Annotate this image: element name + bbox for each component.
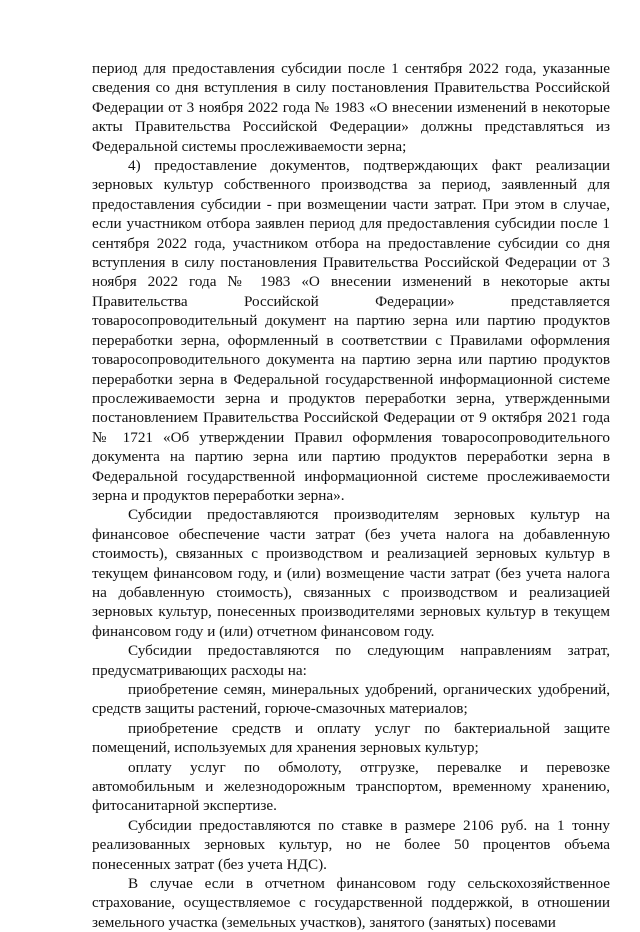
paragraph-cost-directions: Субсидии предоставляются по следующим направлениям затрат, предусматривающих расходы на: <box>92 642 610 679</box>
paragraph-subsidy-purpose: Субсидии предоставляются производителям зерновых культур на финансовое обеспечение части затрат (без учета налога на добавленную стоимость), связанных с производством и реализацией зерновых культур в текущем финансовом году, и (или) возмещение части затрат (без учета налога на добавленную стоимость), связанных с производством и реализацией зерновых культур, понесенных производителями зерновых культур в текущем финансовом году и (или) отчетном финансовом году. <box>92 506 610 640</box>
list-item-services: оплату услуг по обмолоту, отгрузке, перевалке и перевозке автомобильным и железнодорожным транспортом, временному хранению, фитосанитарной экспертизе. <box>92 758 610 815</box>
document-page <box>92 59 610 932</box>
paragraph-subsidy-rate: Субсидии предоставляются по ставке в размере 2106 руб. на 1 тонну реализованных зерновых культур, но не более 50 процентов объема понесенных затрат (без учета НДС). <box>92 816 610 873</box>
paragraph-insurance: В случае если в отчетном финансовом году сельскохозяйственное страхование, осуществляемое с государственной поддержкой, в отношении земельного участка (земельных участков), занятого (занятых) посевами <box>92 875 610 931</box>
paragraph-continuation: период для предоставления субсидии после 1 сентября 2022 года, указанные сведения со дня вступления в силу постановления Правительства Российской Федерации от 3 ноября 2022 года № 1983 «О внесении изменений в некоторые акты Правительства Российской Федерации» должны представляться из Федеральной системы прослеживаемости зерна; <box>92 60 610 155</box>
list-item-seeds: приобретение семян, минеральных удобрений, органических удобрений, средств защиты растений, горюче-смазочных материалов; <box>92 681 610 718</box>
list-item-bacterial-protection: приобретение средств и оплату услуг по бактериальной защите помещений, используемых для хранения зерновых культур; <box>92 719 610 757</box>
paragraph-item-4: 4) предоставление документов, подтверждающих факт реализации зерновых культур собственного производства за период, заявленный для предоставления субсидии - при возмещении части затрат. При этом в случае, если участником отбора заявлен период для предоставления субсидии после 1 сентября 2022 года, участником отбора на предоставление субсидии со дня вступления в силу постановления Правительства Российской Федерации от 3 ноября 2022 года № 1983 «О внесении изменений в некоторые акты Правительства Российской Федерации» представляется товаросопроводительный документ на партию зерна или партию продуктов переработки зерна, оформленный в соответствии с Правилами оформления товаросопроводительного документа на партию зерна или партию продуктов переработки зерна в Федеральной государственной информационной системе прослеживаемости зерна и продуктов переработки зерна, утвержденными постановлением Правительства Российской Федерации от 9 октября 2021 года № 1721 «Об утверждении Правил оформления товаросопроводительного документа на партию зерна или партию продуктов переработки зерна в Федеральной государственной информационной системе прослеживаемости зерна и продуктов переработки зерна». <box>92 157 610 504</box>
